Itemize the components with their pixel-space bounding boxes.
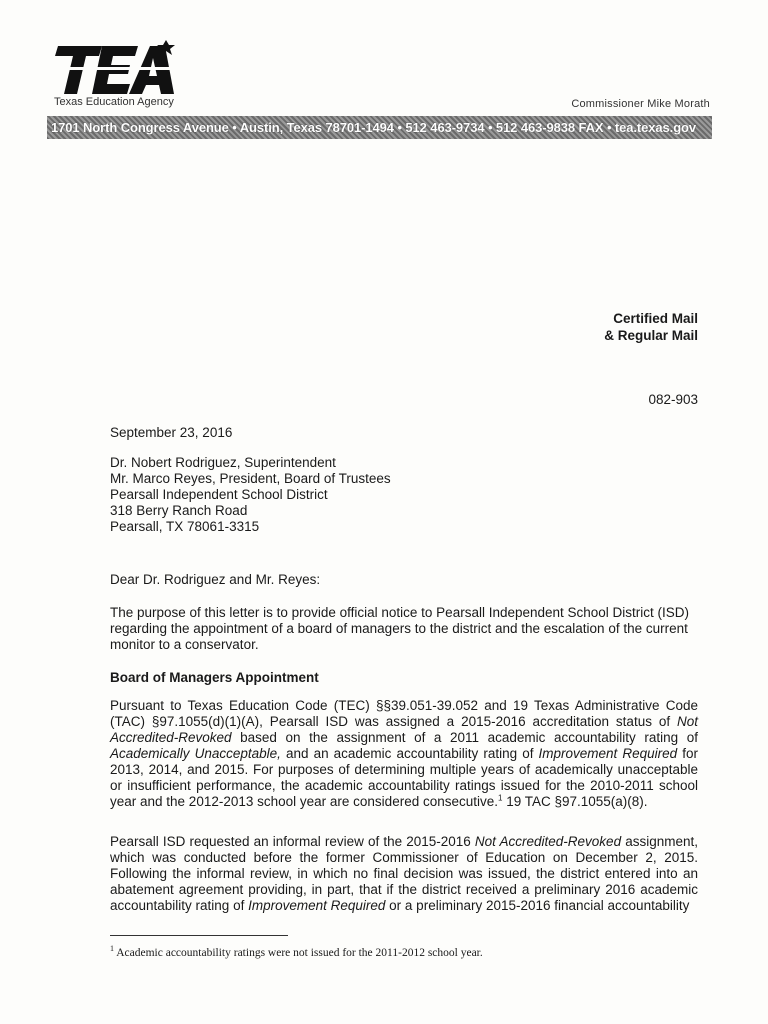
tea-logo [50,40,185,95]
paragraph-pursuant [110,698,698,810]
address-bar [47,116,712,139]
footnote [110,944,483,959]
italic-run: Improvement Required [538,746,678,761]
address-text: 1701 North Congress Avenue • Austin, Texas 78701-1494 • 512 463-9734 • 512 463-9838 FAX • tea.texas.gov [51,120,697,135]
commissioner-name: Commissioner Mike Morath [571,98,710,110]
recipient-line: 318 Berry Ranch Road [110,503,248,518]
mail-line-certified: Certified Mail [613,311,698,326]
section-heading: Board of Managers Appointment [110,670,319,685]
mail-line-regular: & Regular Mail [604,328,698,343]
mail-method [604,310,698,344]
recipient-address [110,455,698,535]
footnote-number: 1 [110,944,114,954]
text-run: for 2013, 2014, and 2015. For purposes of determining multiple years of academically unacceptable or insufficient performance, the academic accountability ratings issued for the 2010-2011 school year and the 2012-2013 school year are considered consecutive. [110,746,698,809]
text-run: 19 TAC §97.1055(a)(8). [502,794,648,809]
italic-run: Improvement Required [248,898,386,913]
letter-date: September 23, 2016 [110,425,233,440]
footnote-divider [110,935,288,936]
recipient-line: Dr. Nobert Rodriguez, Superintendent [110,455,336,470]
text-run: or a preliminary 2015-2016 financial accountability [385,898,690,913]
recipient-line: Pearsall, TX 78061-3315 [110,519,260,534]
salutation: Dear Dr. Rodriguez and Mr. Reyes: [110,572,321,587]
tea-logo-graphic [50,40,185,95]
text-run: Pearsall ISD requested an informal review of the 2015-2016 [110,834,475,849]
italic-run: Academically Unacceptable, [110,746,281,761]
footnote-ref: 1 [498,793,503,803]
footnote-text: Academic accountability ratings were not issued for the 2011-2012 school year. [114,947,483,959]
recipient-line: Mr. Marco Reyes, President, Board of Trustees [110,471,391,486]
text-run: based on the assignment of a 2011 academic accountability rating of [231,730,698,745]
italic-run: Not Accredited-Revoked [474,834,622,849]
reference-number: 082-903 [648,392,698,407]
text-run: Pursuant to Texas Education Code (TEC) §§39.051-39.052 and 19 Texas Administrative Code (TAC) §97.1055(d)(1)(A), Pearsall ISD was assigned a 2015-2016 accreditation status of [110,698,698,729]
italic-run: Not Accredited-Revoked [110,714,698,745]
recipient-line: Pearsall Independent School District [110,487,328,502]
paragraph-informal-review [110,834,698,914]
paragraph-purpose: The purpose of this letter is to provide official notice to Pearsall Independent School District (ISD) regarding the appointment of a board of managers to the district and the escalation of the current monitor to a conservator. [110,605,690,652]
text-run: and an academic accountability rating of [280,746,539,761]
agency-name: Texas Education Agency [54,96,174,108]
text-run: assignment, which was conducted before the former Commissioner of Education on December 2, 2015. Following the informal review, in which no final decision was issued, the district entered into an abatement agreement providing, in part, that if the district received a preliminary 2016 academic accountability rating of [110,834,698,913]
